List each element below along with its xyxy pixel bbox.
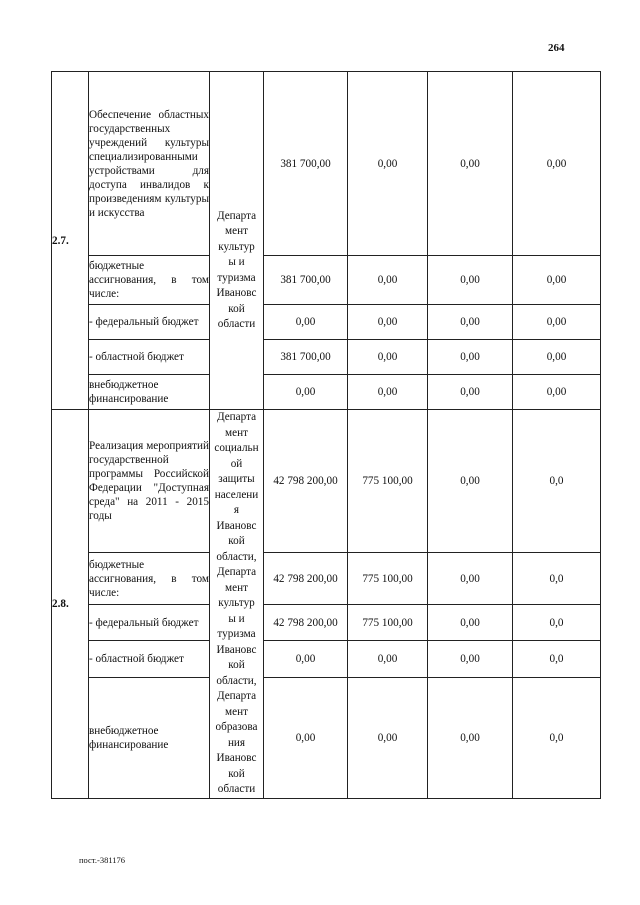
value-cell: 0,00 — [428, 305, 513, 340]
value-cell: 0,00 — [348, 256, 428, 305]
executor-line: Ивановс — [216, 643, 257, 656]
executor-line: Ивановс — [216, 752, 257, 764]
executor-line: Ивановс — [216, 287, 257, 299]
value-cell: 0,00 — [348, 72, 428, 256]
row-label: Обеспечение областных государственных учреждений культуры специализированными устройствами для доступа инвалидов к произведениям культуры и искусства — [89, 72, 210, 256]
executor-line: социальн — [214, 442, 259, 454]
value-cell: 775 100,00 — [348, 604, 428, 641]
row-label: - областной бюджет — [89, 641, 210, 678]
value-cell: 0,00 — [428, 256, 513, 305]
value-cell: 42 798 200,00 — [264, 604, 348, 641]
table-row — [52, 375, 601, 410]
executor-line: ния — [227, 736, 246, 749]
executor-line: кой — [228, 535, 245, 547]
row-label: Реализация мероприятий государственной программы Российской Федерации "Доступная среда" на 2011 - 2015 годы — [89, 410, 210, 553]
value-cell: 381 700,00 — [264, 72, 348, 256]
budget-table — [51, 71, 601, 799]
executor-line: мент — [225, 225, 248, 237]
table-row — [52, 340, 601, 375]
value-cell: 0,0 — [513, 678, 601, 798]
executor-line: я — [233, 504, 240, 516]
value-cell: 0,00 — [428, 604, 513, 641]
row-label: внебюджетное финансирование — [89, 375, 210, 410]
executor-line: населени — [214, 488, 259, 501]
value-cell: 0,00 — [348, 641, 428, 678]
executor-line: туризма — [217, 628, 256, 640]
value-cell: 0,0 — [513, 553, 601, 604]
executor-line: Департа — [216, 690, 257, 702]
executor-line: области — [217, 318, 256, 330]
row-label: - федеральный бюджет — [89, 305, 210, 340]
value-cell: 42 798 200,00 — [264, 553, 348, 604]
section-number: 2.7. — [52, 72, 89, 410]
table-row — [52, 604, 601, 641]
value-cell: 0,00 — [428, 72, 513, 256]
executor-line: культур — [218, 240, 255, 253]
value-cell: 775 100,00 — [348, 410, 428, 553]
page-number: 264 — [548, 42, 565, 54]
value-cell: 0,00 — [264, 678, 348, 798]
executor-line: Департа — [216, 209, 257, 222]
value-cell: 0,00 — [428, 375, 513, 410]
table-row — [52, 305, 601, 340]
value-cell: 0,00 — [428, 340, 513, 375]
value-cell: 775 100,00 — [348, 553, 428, 604]
executor-line: ой — [230, 457, 243, 470]
executor-line: мент — [225, 426, 248, 439]
executor-line: защиты — [218, 473, 255, 485]
value-cell: 0,00 — [348, 678, 428, 798]
executor-cell — [210, 72, 264, 410]
executor-line: Ивановс — [216, 519, 257, 532]
executor-line: ы и — [228, 256, 245, 268]
executor-line: области — [217, 783, 256, 795]
table-row — [52, 678, 601, 798]
executor-line: области, — [216, 550, 257, 563]
value-cell: 42 798 200,00 — [264, 410, 348, 553]
executor-line: кой — [228, 767, 245, 780]
value-cell: 0,00 — [428, 678, 513, 798]
table-row — [52, 641, 601, 678]
value-cell: 0,00 — [513, 72, 601, 256]
row-label: бюджетные ассигнования, в том числе: — [89, 553, 210, 604]
executor-line: ы и — [228, 612, 245, 625]
row-label: - областной бюджет — [89, 340, 210, 375]
value-cell: 0,0 — [513, 641, 601, 678]
executor-line: туризма — [217, 271, 256, 284]
value-cell: 0,00 — [264, 305, 348, 340]
executor-line: Департа — [216, 566, 257, 578]
value-cell: 0,00 — [513, 340, 601, 375]
value-cell: 0,00 — [428, 641, 513, 678]
footer-code: пост.-381176 — [79, 855, 125, 865]
value-cell: 0,00 — [348, 305, 428, 340]
executor-line: Департа — [216, 411, 257, 423]
value-cell: 0,00 — [264, 375, 348, 410]
table-row — [52, 72, 601, 256]
value-cell: 0,0 — [513, 410, 601, 553]
executor-line: кой — [228, 302, 245, 315]
value-cell: 0,00 — [428, 410, 513, 553]
value-cell: 0,00 — [348, 340, 428, 375]
table-row — [52, 410, 601, 553]
table-row — [52, 553, 601, 604]
value-cell: 0,00 — [348, 375, 428, 410]
value-cell: 381 700,00 — [264, 340, 348, 375]
executor-line: образова — [215, 721, 258, 733]
row-label: внебюджетное финансирование — [89, 678, 210, 798]
executor-line: области, — [216, 674, 257, 687]
value-cell: 0,00 — [513, 375, 601, 410]
value-cell: 0,00 — [264, 641, 348, 678]
value-cell: 381 700,00 — [264, 256, 348, 305]
value-cell: 0,00 — [513, 305, 601, 340]
value-cell: 0,0 — [513, 604, 601, 641]
row-label: бюджетные ассигнования, в том числе: — [89, 256, 210, 305]
table-row — [52, 256, 601, 305]
executor-line: мент — [225, 705, 248, 718]
executor-line: культур — [218, 597, 255, 609]
value-cell: 0,00 — [513, 256, 601, 305]
row-label: - федеральный бюджет — [89, 604, 210, 641]
executor-line: мент — [225, 581, 248, 594]
executor-cell — [210, 410, 264, 799]
section-number: 2.8. — [52, 410, 89, 799]
executor-line: кой — [228, 659, 245, 671]
value-cell: 0,00 — [428, 553, 513, 604]
